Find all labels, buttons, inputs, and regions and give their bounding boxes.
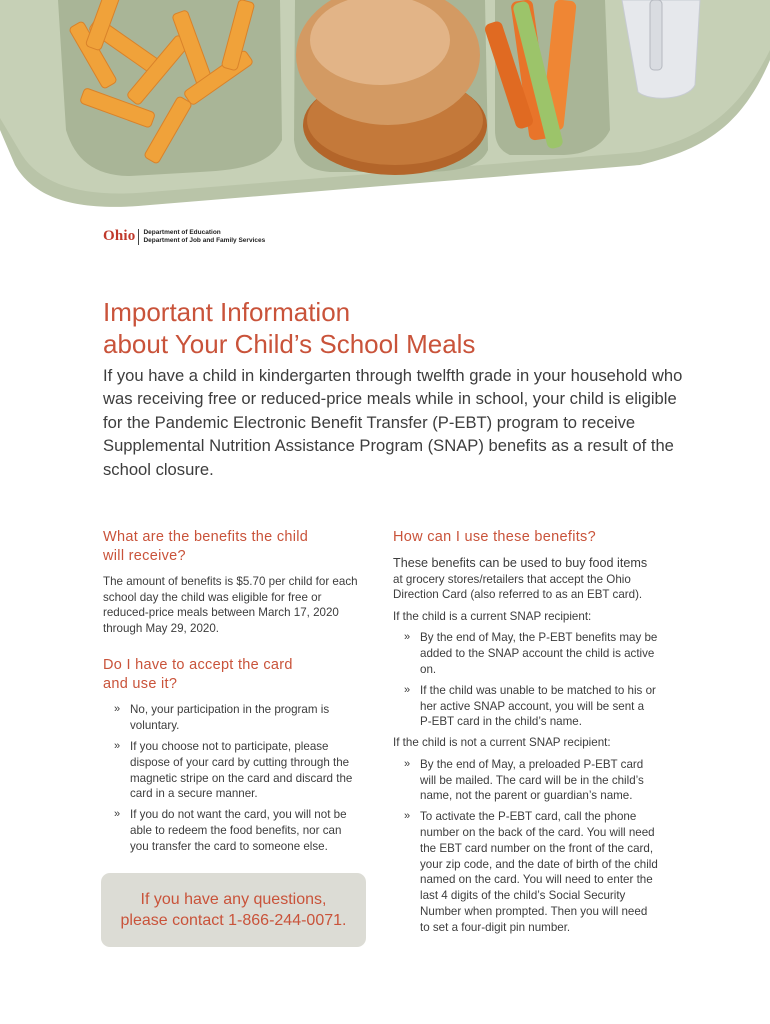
accept-card-list (103, 702, 361, 854)
list-item: » If you choose not to participate, please dispose of your card by cutting through the magnetic stripe on the card and discard the card in a secure manner. (103, 739, 361, 802)
logo-divider (138, 229, 139, 245)
contact-line-2: please contact 1-866-244-0071. (120, 912, 347, 929)
logo-line-education: Department of Education (143, 228, 221, 236)
non-snap-recipient-list (393, 757, 658, 936)
benefits-question-heading (103, 528, 361, 566)
list-item: » If the child was unable to be matched to his or her active SNAP account, you will be sent a P-EBT card in the child’s name. (393, 683, 658, 730)
left-column (103, 528, 361, 855)
logo-line-jfs: Department of Job and Family Services (143, 236, 266, 244)
logo-departments (143, 229, 265, 245)
accept-card-line-2: and use it? (103, 676, 178, 693)
benefits-question-line-1: What are the benefits the child (103, 529, 309, 545)
list-item: » If you do not want the card, you will not be able to redeem the food benefits, nor can you transfer the card to someone else. (103, 807, 361, 854)
snap-recipient-label: If the child is a current SNAP recipient: (393, 609, 592, 623)
ohio-wordmark: Ohio (103, 228, 136, 244)
contact-line-1: If you have any questions, (140, 891, 327, 908)
list-item: » By the end of May, the P-EBT benefits may be added to the SNAP account the child is active on. (393, 630, 658, 677)
accept-card-heading (103, 656, 361, 694)
intro-paragraph: If you have a child in kindergarten through twelfth grade in your household who was receiving free or reduced-price meals while in school, your child is eligible for the Pandemic Electronic Benefit Transfer (P-EBT) program to receive Supplemental Nutrition Assistance Program (SNAP) benefits as a result of the school closure. (103, 366, 683, 479)
contact-callout (101, 873, 366, 947)
title-line-1: Important Information (103, 297, 351, 327)
list-item: » By the end of May, a preloaded P-EBT card will be mailed. The card will be in the child’s name, not the parent or guardian’s name. (393, 757, 658, 804)
benefits-answer: The amount of benefits is $5.70 per child for each school day the child was eligible for free or reduced-price meals between March 17, 2020 through May 29, 2020. (103, 575, 358, 635)
snap-recipient-list (393, 630, 658, 730)
lunch-tray-photo (0, 0, 770, 225)
use-benefits-answer (393, 555, 658, 603)
non-snap-recipient-label: If the child is not a current SNAP recipient: (393, 736, 611, 750)
list-item: » No, your participation in the program is voluntary. (103, 702, 361, 734)
list-item: » To activate the P-EBT card, call the phone number on the back of the card. You will need the EBT card number on the front of the card, your zip code, and the date of birth of the child named on the card. You will need to enter the last 4 digits of the child’s Social Security Number when prompted. Then you will need to set a four-digit pin number. (393, 809, 658, 935)
title-line-2: about Your Child’s School Meals (103, 329, 476, 359)
use-benefits-rest: at grocery stores/retailers that accept the Ohio Direction Card (also referred to as an EBT card). (393, 572, 643, 602)
accept-card-line-1: Do I have to accept the card (103, 657, 293, 674)
use-benefits-lead: These benefits can be used to buy food items (393, 556, 648, 570)
benefits-question-line-2: will receive? (103, 548, 186, 564)
use-benefits-heading: How can I use these benefits? (393, 529, 596, 545)
right-column (393, 528, 658, 936)
ohio-logo (103, 228, 265, 245)
page-title (103, 296, 475, 360)
